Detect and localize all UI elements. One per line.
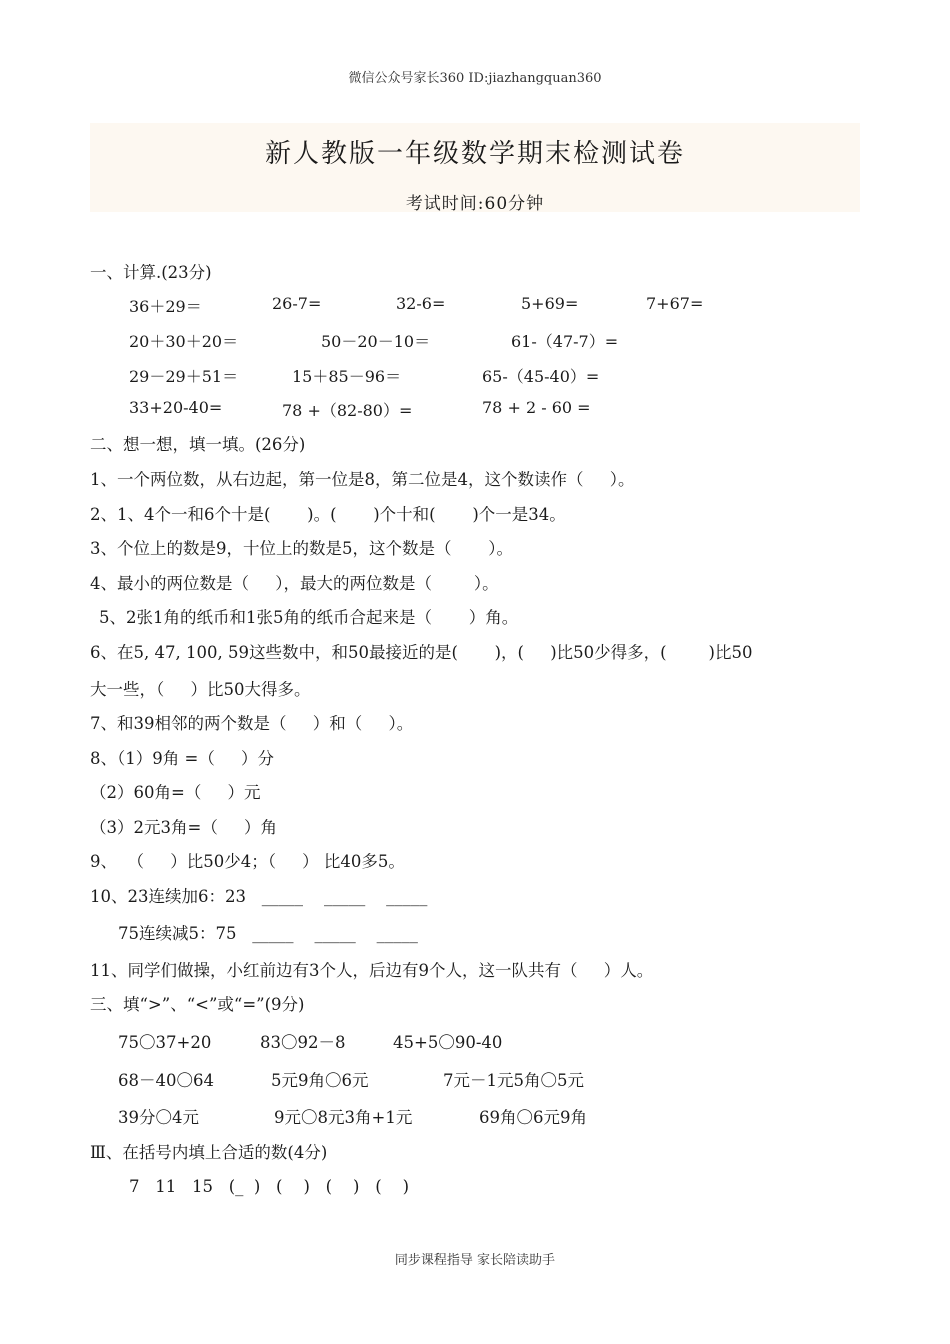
calc-item: 26-7= [272,294,322,313]
calc-item: 32-6= [396,294,446,313]
question: 10、23连续加6：23 _____ _____ _____ [90,887,428,906]
calc-item: 33+20-40= [129,398,223,417]
compare-item: 45+5〇90-40 [393,1033,503,1052]
question: 大一些，（ ）比50大得多。 [90,680,311,699]
compare-item: 75〇37+20 [118,1033,212,1052]
question: 3、个位上的数是9，十位上的数是5，这个数是（ ）。 [90,539,513,558]
question: 75连续减5：75 _____ _____ _____ [118,924,418,943]
question: 6、在5, 47, 100, 59这些数中，和50最接近的是( )，( )比50少得多，( )比50 [90,643,753,662]
calc-item: 7+67= [646,294,704,313]
footer-note: 同步课程指导 家长陪读助手 [394,1253,556,1268]
question: 4、最小的两位数是（ ），最大的两位数是（ ）。 [90,574,499,593]
section3-heading: 三、填“>”、“<”或“=”(9分) [90,995,305,1014]
calc-item: 78 + 2 - 60 = [482,398,591,417]
header-note: 微信公众号家长360 ID:jiazhangquan360 [348,71,602,86]
question: （3）2元3角=（ ）角 [90,818,278,837]
calc-item: 20＋30＋20＝ [129,332,239,351]
question: （2）60角=（ ）元 [90,783,261,802]
compare-item: 68－40〇64 [118,1071,214,1090]
compare-item: 5元9角〇6元 [271,1071,369,1090]
calc-item: 5+69= [521,294,579,313]
question: 11、同学们做操，小红前边有3个人，后边有9个人，这一队共有（ ）人。 [90,961,654,980]
section1-heading: 一、计算.(23分) [90,263,212,282]
calc-item: 78 +（82-80）= [282,401,413,420]
question: 9、 （ ）比50少4；（ ） 比40多5。 [90,852,405,871]
compare-item: 9元〇8元3角+1元 [274,1108,413,1127]
calc-item: 15＋85－96＝ [292,367,402,386]
question: 5、2张1角的纸币和1张5角的纸币合起来是（ ）角。 [99,608,519,627]
compare-item: 69角〇6元9角 [479,1108,587,1127]
number-sequence: 7 11 15 (_ ) ( ) ( ) ( ) [129,1177,410,1196]
compare-item: 83〇92－8 [260,1033,346,1052]
question: 7、和39相邻的两个数是（ ）和（ ）。 [90,714,414,733]
compare-item: 7元－1元5角〇5元 [443,1071,584,1090]
calc-item: 29－29＋51＝ [129,367,239,386]
compare-item: 39分〇4元 [118,1108,199,1127]
section2-heading: 二、想一想，填一填。(26分) [90,435,306,454]
calc-item: 61-（47-7）= [511,332,619,351]
question: 8、（1）9角 =（ ）分 [90,749,275,768]
page-title: 新人教版一年级数学期末检测试卷 [264,139,685,169]
exam-time: 考试时间:60分钟 [405,194,545,214]
question: 1、一个两位数，从右边起，第一位是8，第二位是4，这个数读作（ ）。 [90,470,635,489]
question: 2、1、4个一和6个十是( )。( )个十和( )个一是34。 [90,505,566,524]
calc-item: 36＋29＝ [129,297,202,316]
calc-item: 65-（45-40）= [482,367,600,386]
calc-item: 50－20－10＝ [321,332,431,351]
section4-heading: Ⅲ、在括号内填上合适的数(4分) [90,1143,328,1162]
